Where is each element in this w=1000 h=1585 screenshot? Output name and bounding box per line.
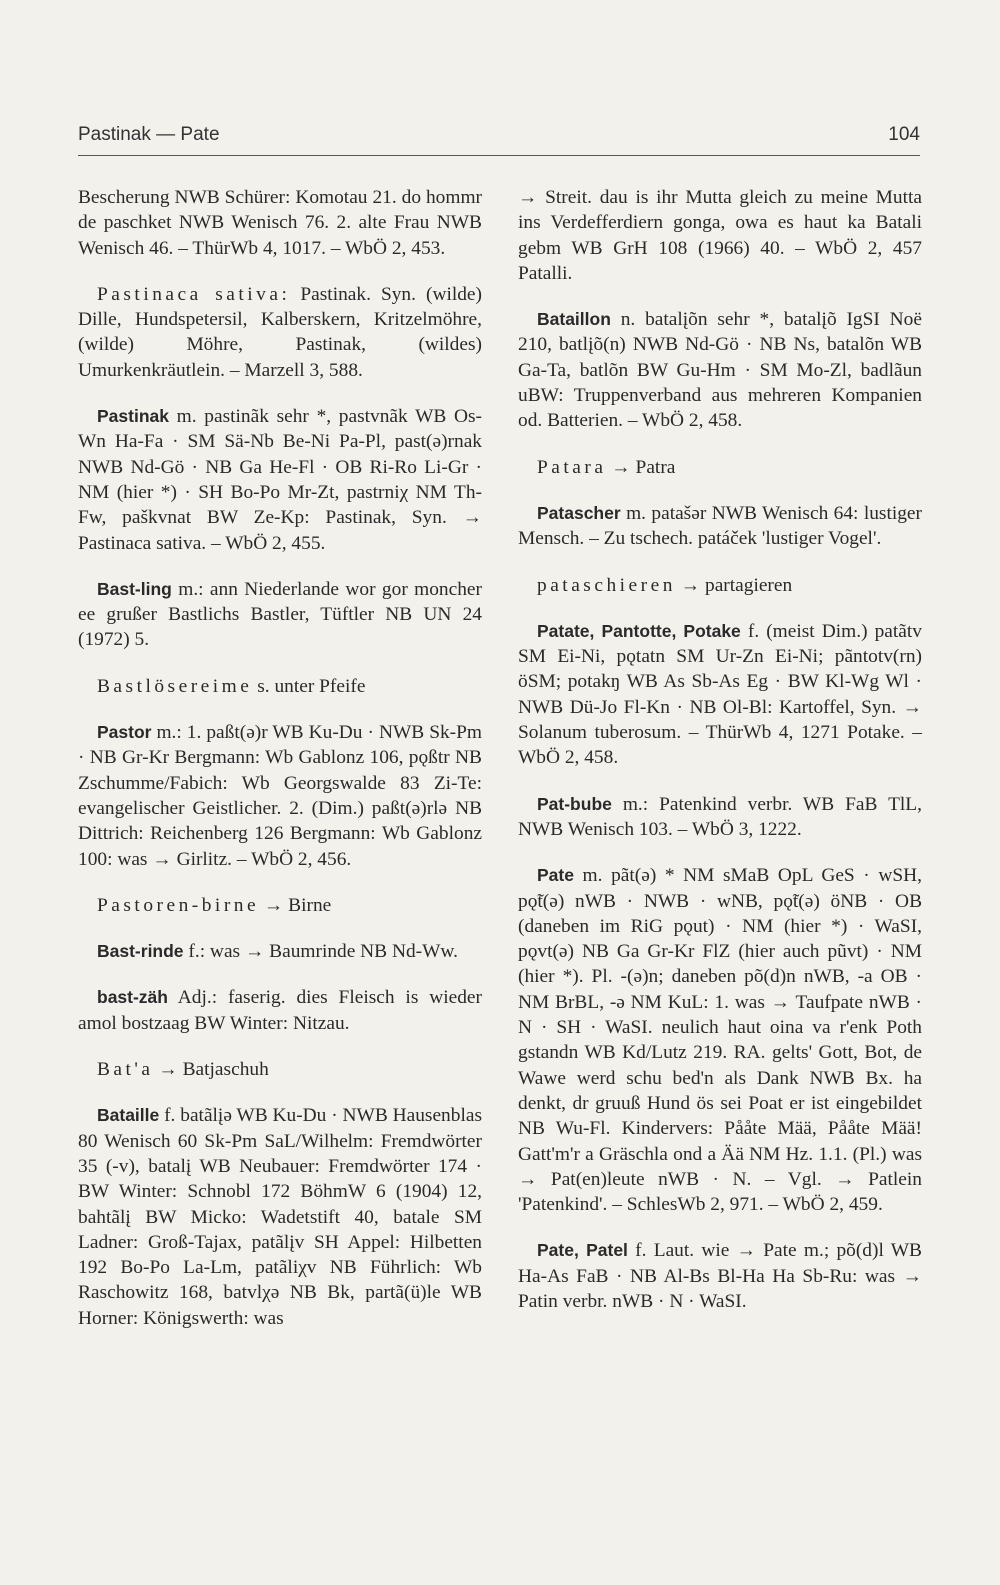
entry-paragraph [518, 185, 922, 286]
entry-headword: Bast-rinde [97, 941, 184, 962]
dictionary-entry-bata [78, 1057, 482, 1082]
entry-text: → Patra [606, 456, 676, 478]
dictionary-entry-pate [518, 863, 922, 1217]
entry-text: Bescherung NWB Schürer: Komotau 21. do hommr de paschket NWB Wenisch 76. 2. alte Frau NWB Wenisch 46. – ThürWb 4, 1017. – WbÖ 2, 453. [78, 187, 482, 259]
entry-headword: Bataille [97, 1105, 160, 1126]
entry-text: m. pãt(ə) * NM sMaB OpL GeS · wSH, pǫ̃t(ə) nWB · NWB · wNB, pǫ̃t(ə) öNB · OB (daneben im RiG pǫut) · NM (hier *) · WaSI, pǫvt(ə) NB Ga Gr-Kr FlZ (hier auch pũvt) · NM (hier *). Pl. -(ə)n; daneben põ(d)n nWB, -a OB · NM BrBL, -ə NM KuL: 1. was → Taufpate nWB · N · SH · WaSI. neulich haut oina va r'enk Poth gstandn WB Kd/Lutz 219. RA. gelts' Gott, Bot, de Wawe werd schu bed'n als Dank NWB Bx. ha denkt, dr gruuß Hund ös sei Poat er ist eingebildet NB Wu-Fl. Kindervers: Pååte Mää, Pååte Mää! Gatt'm'r a Gräschla ond a Ää NM Hz. 1.1. (Pl.) was → Pat(en)leute nWB · N. – Vgl. → Patlein 'Patenkind'. – SchlesWb 2, 971. – WbÖ 2, 459. [518, 865, 922, 1216]
entry-text: → Batjaschuh [153, 1059, 269, 1081]
entry-paragraph [518, 863, 922, 1217]
entry-text: Adj.: faserig. dies Fleisch is wieder amol bostzaag BW Winter: Nitzau. [78, 987, 482, 1034]
entry-paragraph [518, 573, 922, 598]
entry-paragraph [78, 404, 482, 556]
entry-headword: Bataillon [537, 309, 611, 330]
entry-headword: Pastor [97, 722, 152, 743]
entry-paragraph [78, 1057, 482, 1082]
entry-paragraph [78, 939, 482, 964]
entry-text: m.: ann Niederlande wor gor moncher ee grußer Bastlichs Bastler, Tüftler NB UN 24 (1972) 5. [78, 578, 482, 651]
entry-headword: Pastoren-birne [97, 894, 260, 916]
entry-text: → partagieren [675, 574, 793, 596]
entry-paragraph [518, 1238, 922, 1314]
running-title: Pastinak — Pate [78, 124, 220, 145]
entry-paragraph [78, 577, 482, 653]
entry-paragraph [78, 674, 482, 699]
entry-text: f. Laut. wie → Pate m.; põ(d)l WB Ha-As FaB · NB Al-Bs Bl-Ha Ha Sb-Ru: was → Patin verbr. nWB · N · WaSI. [518, 1240, 922, 1312]
dictionary-entry-patascher [518, 501, 922, 552]
entry-headword: Patate, Pantotte, Potake [537, 620, 741, 641]
entry-paragraph [78, 985, 482, 1036]
dictionary-entry-pataschieren [518, 573, 922, 598]
entry-paragraph [518, 307, 922, 433]
entry-text: m. patašər NWB Wenisch 64: lustiger Mensch. – Zu tschech. patáček 'lustiger Vogel'. [518, 502, 922, 550]
entry-headword: Pat-bube [537, 793, 612, 814]
entry-text: → Streit. dau is ihr Mutta gleich zu meine Mutta ins Verdefferdiern gonga, owa es haut ka Batali gebm WB GrH 108 (1966) 40. – WbÖ 2, 457 Patalli. [518, 187, 922, 284]
entry-text: m. pastinãk sehr *, pastvnãk WB Os-Wn Ha-Fa · SM Sä-Nb Be-Ni Pa-Pl, past(ə)rnak NWB Nd-Gö · NB Ga He-Fl · OB Ri-Ro Li-Gr · NM (hier *) · SH Bo-Po Mr-Zt, pastrniχ NM Th-Fw, paškvnat BW Ze-Kp: Pastinak, Syn. → Pastinaca sativa. – WbÖ 2, 455. [78, 406, 482, 554]
dictionary-entry-bastlosereime [78, 674, 482, 699]
entry-headword: Pate [537, 865, 574, 886]
entry-headword: Bast-ling [97, 578, 172, 599]
left-column [78, 185, 482, 1352]
dictionary-entry-pastinaca [78, 282, 482, 383]
dictionary-entry-bescherung [78, 185, 482, 261]
dictionary-entry-bastzah [78, 985, 482, 1036]
right-column [518, 185, 922, 1335]
dictionary-entry-bastrinde [78, 939, 482, 964]
running-header [78, 124, 920, 146]
entry-paragraph [78, 893, 482, 918]
entry-text: → Birne [259, 894, 332, 916]
entry-headword: Pate, Patel [537, 1240, 628, 1261]
entry-paragraph [518, 455, 922, 480]
entry-headword: Patascher [537, 502, 621, 523]
entry-text: n. batalįõn sehr *, batalįõ IgSI Noë 210, batlįõ(n) NWB Nd-Gö · NB Ns, batalõn WB Ga-Ta, batlõn BW Gu-Hm · SM Mo-Zl, badlãun uBW: Truppenverband aus mehreren Kompanien od. Batterien. – WbÖ 2, 458. [518, 309, 922, 432]
entry-paragraph [78, 185, 482, 261]
entry-text: m.: 1. paßt(ə)r WB Ku-Du · NWB Sk-Pm · NB Gr-Kr Bergmann: Wb Gablonz 106, pǫßtr NB Zschumme/Fabich: Wb Georgswalde 83 Zi-Te: evangelischer Geistlicher. 2. (Dim.) paßt(ə)rlə NB Dittrich: Reichenberg 126 Bergmann: Wb Gablonz 100: was → Girlitz. – WbÖ 2, 456. [78, 722, 482, 870]
entry-paragraph [78, 720, 482, 872]
dictionary-entry-pastor [78, 720, 482, 872]
dictionary-entry-streit [518, 185, 922, 286]
entry-headword: Bat'a [97, 1059, 154, 1081]
entry-text: f. batãlįə WB Ku-Du · NWB Hausenblas 80 Wenisch 60 Sk-Pm SaL/Wilhelm: Fremdwörter 35 (-v), batalį WB Neubauer: Fremdwörter 174 · BW Winter: Schnobl 172 BöhmW 6 (1904) 12, bahtãlį BW Micko: Wadetstift 40, batale SM Ladner: Groß-Tajax, patãlįv SH Appel: Hilbetten 192 Bo-Po La-Lm, patãliχv NB Führlich: Wb Raschowitz 168, batvlχə NB Bk, partã(ü)le WB Horner: Königswerth: was [78, 1105, 482, 1329]
dictionary-entry-pastorenbirne [78, 893, 482, 918]
entry-text: m.: Patenkind verbr. WB FaB TlL, NWB Wenisch 103. – WbÖ 3, 1222. [518, 793, 922, 840]
entry-paragraph [518, 619, 922, 771]
entry-paragraph [518, 501, 922, 552]
entry-headword: Pastinaca sativa: [97, 283, 291, 305]
dictionary-entry-patate [518, 619, 922, 771]
dictionary-entry-patara [518, 455, 922, 480]
dictionary-entry-patepatel [518, 1238, 922, 1314]
entry-paragraph [78, 282, 482, 383]
entry-headword: Pastinak [97, 406, 169, 427]
entry-paragraph [78, 1103, 482, 1331]
dictionary-entry-bataille [78, 1103, 482, 1331]
entry-headword: bast-zäh [97, 987, 168, 1008]
entry-headword: Bastlösereime [97, 675, 253, 697]
dictionary-entry-bataillon [518, 307, 922, 433]
page-number: 104 [888, 124, 920, 145]
entry-text: f.: was → Baumrinde NB Nd-Ww. [183, 941, 459, 963]
entry-paragraph [518, 792, 922, 843]
header-rule [78, 155, 920, 156]
entry-headword: pataschieren [537, 574, 676, 596]
dictionary-entry-patbube [518, 792, 922, 843]
dictionary-entry-pastinak [78, 404, 482, 556]
entry-headword: Patara [537, 456, 607, 478]
entry-text: Pastinak. Syn. (wilde) Dille, Hundspetersil, Kalberskern, Kritzelmöhre, (wilde) Möhre, Pastinak, (wildes) Umurkenkräutlein. – Marzell 3, 588. [78, 283, 482, 381]
entry-text: f. (meist Dim.) patãtv SM Ei-Ni, pǫtatn SM Ur-Zn Ei-Ni; pãntotv(rn) öSM; potakŋ WB As Sb-As Eg · BW Kl-Wg Wl · NWB Dü-Jo Fl-Kn · NB Ol-Bl: Kartoffel, Syn. → Solanum tuberosum. – ThürWb 4, 1271 Potake. – WbÖ 2, 458. [518, 620, 922, 769]
entry-text: s. unter Pfeife [252, 675, 366, 697]
dictionary-entry-bastling [78, 577, 482, 653]
